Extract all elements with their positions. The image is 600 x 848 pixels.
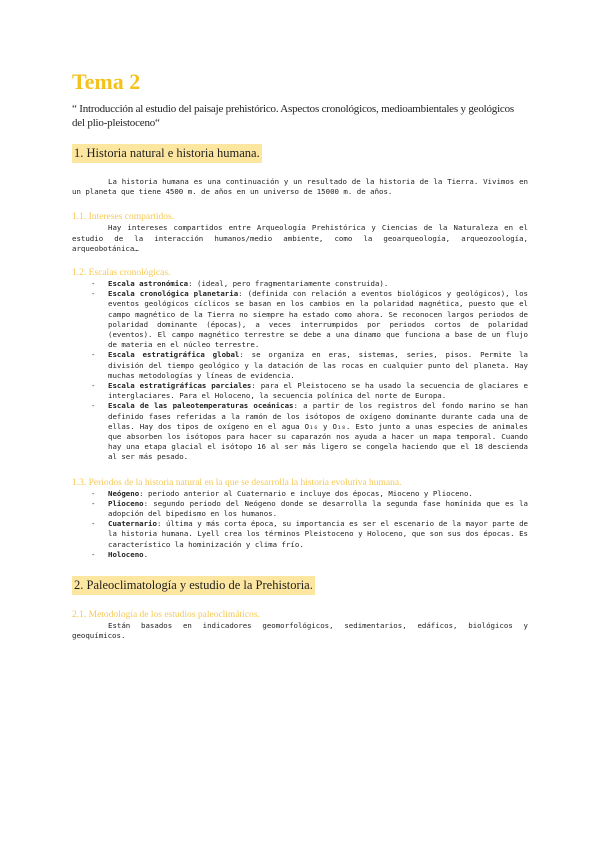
list-item-term: Plioceno [108, 498, 144, 508]
subsection-2-1-heading: 2.1. Metodología de los estudios paleoclimáticos. [72, 610, 260, 621]
document-page [72, 68, 528, 642]
list-item-term: Escala estratigráficas parciales [108, 381, 252, 391]
list-item-term: Escala estratigráfica global [108, 350, 240, 360]
section-1-intro: La historia humana es una continuación y un resultado de la historia de la Tierra. Vivimos en un planeta que tiene 4500 m. de años en un universo de 15000 m. de años. [72, 177, 528, 197]
list-item [72, 519, 528, 550]
list-item-term: Neógeno [108, 488, 140, 498]
chronological-scales-list [72, 279, 528, 463]
page-title: Tema 2 [72, 69, 141, 94]
list-item-term: Cuaternario [108, 519, 157, 529]
list-item-text: : se organiza en eras, sistemas, series, pisos. Permite la división del tiempo geológico y la datación de las rocas en cualquier punto del planeta. Hay muchas metodologías y líneas de evidencia. [108, 350, 528, 380]
section-2-heading: 2. Paleoclimatología y estudio de la Prehistoria. [72, 576, 315, 595]
list-item [72, 381, 528, 401]
list-item-text: : segundo periodo del Neógeno donde se desarrolla la segunda fase homínida que es la adopción del bipedismo en los humanos. [108, 498, 528, 519]
subsection-1-2-heading: 1.2. Escalas cronológicas. [72, 268, 171, 279]
subsection-2-1-text: Están basados en indicadores geomorfológicos, sedimentarios, edáficos, biológicos y geoquímicos. [72, 621, 528, 641]
list-item [72, 550, 528, 560]
list-item [72, 289, 528, 350]
list-item-text: : (definida con relación a eventos biológicos y geológicos), los eventos geológicos cíclicos se basan en los cambios en la polaridad magnética, puesto que el campo magnético de la Tierra no siempre ha estado como ahora. Se reconocen largos periodos de polaridad dominante (épocas), a veces interrumpidos por periodos cortos de polaridad (eventos). El campo magnético terrestre se debe a una dinamo que funciona a base de un flujo de materia en el núcleo terrestre. [108, 289, 528, 350]
list-item-text: . [143, 549, 149, 559]
list-item-text: : a partir de los registros del fondo marino se han definido fases referidas a la ramón de los isótopos de oxígeno dominante durante cada una de ellas. Hay dos tipos de oxígeno en el agua O₁₆ y O₁₈. Esto junto a unas especies de animales que absorben los isótopos para hacer su caparazón nos ayuda a hacer un mapa temporal. Cuando hay una etapa glacial el isótopo 16 al ser más ligero se congela haciendo que el 18 descienda al ser más pesado. [108, 401, 528, 462]
list-item [72, 499, 528, 519]
section-1-heading: 1. Historia natural e historia humana. [72, 144, 262, 163]
list-item-term: Escala cronológica planetaria [108, 289, 239, 299]
list-item-text: : para el Pleistoceno se ha usado la secuencia de glaciares e interglaciares. Para el Holoceno, la secuencia polínica del norte de Europa. [108, 381, 529, 401]
list-item-text: : (ideal, pero fragmentariamente construida). [188, 279, 389, 289]
list-item-term: Escala astronómica [108, 279, 189, 289]
subsection-1-3-heading: 1.3. Periodos de la historia natural en la que se desarrolla la historia evolutiva humana. [72, 477, 402, 488]
page-subtitle: “ Introducción al estudio del paisaje prehistórico. Aspectos cronológicos, medioambientales y geológicos del plio-pleistoceno“ [72, 103, 514, 129]
list-item-term: Holoceno [108, 549, 144, 559]
periods-list [72, 489, 528, 560]
list-item-term: Escala de las paleotemperaturas oceánicas [108, 401, 294, 411]
list-item [72, 401, 528, 462]
subsection-1-1-text: Hay intereses compartidos entre Arqueología Prehistórica y Ciencias de la Naturaleza en el estudio de la interacción humanos/medio ambiente, como la geoarqueología, arqueozoología, arqueobotánica… [72, 223, 528, 253]
list-item-text: : última y más corta época, su importancia es ser el escenario de la mayor parte de la historia humana. Lyell crea los términos Pleistoceno y Holoceno, que son sus dos épocas. Es característico la hominización y clima frío. [108, 519, 528, 549]
list-item [72, 489, 528, 499]
list-item [72, 350, 528, 381]
list-item-text: : periodo anterior al Cuaternario e incluye dos épocas, Mioceno y Plioceno. [139, 488, 473, 498]
list-item [72, 279, 528, 289]
subsection-1-1-heading: 1.1. Intereses compartidos. [72, 212, 175, 223]
